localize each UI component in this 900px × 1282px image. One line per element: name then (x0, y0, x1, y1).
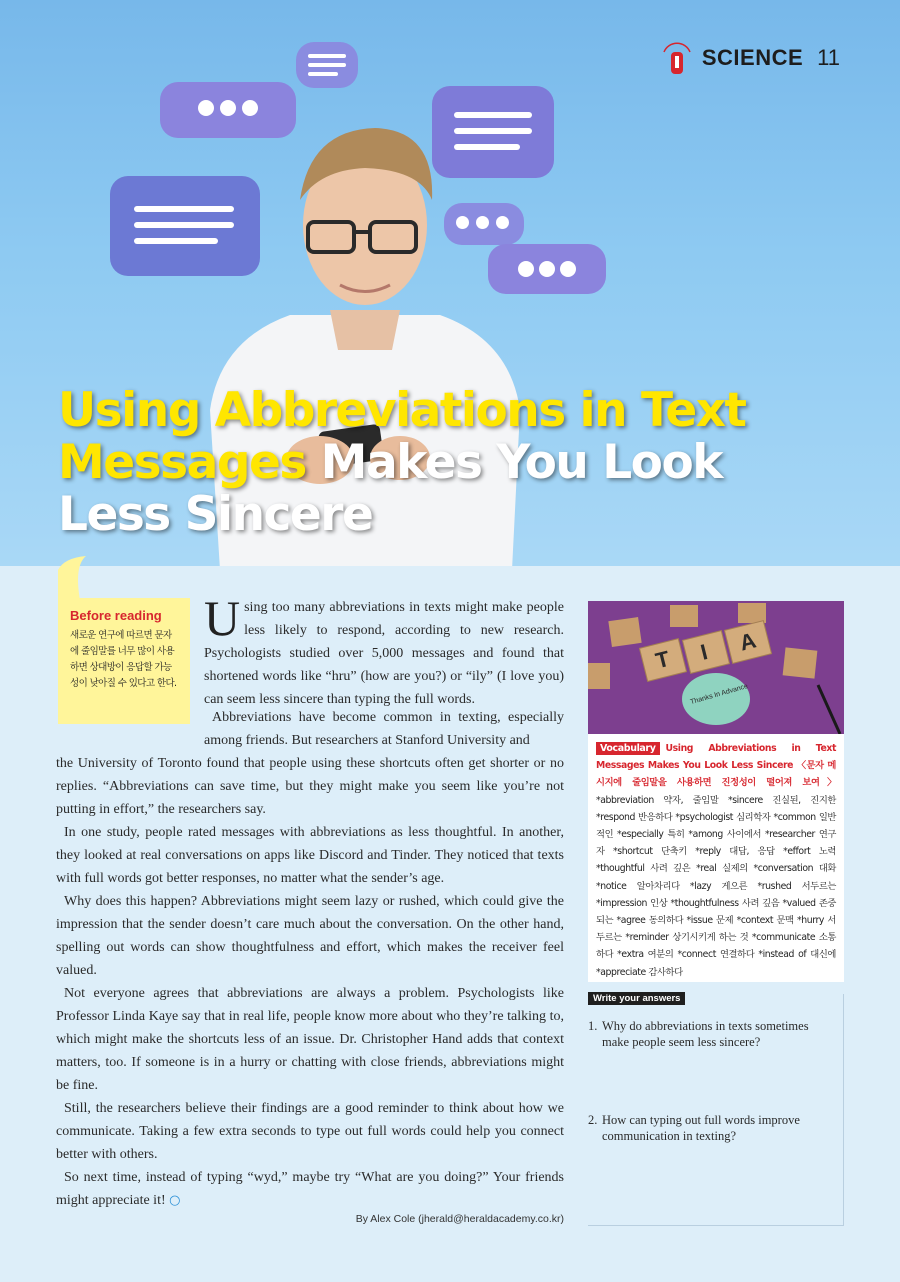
article-paragraph-4: Why does this happen? Abbreviations might seem lazy or rushed, which could give the impression that the sender doesn’t care much about the conversation. On the other hand, spelling out words can show thoughtfulness and effort, which makes the receiver feel valued. (56, 894, 564, 978)
tile-letter: A (737, 627, 759, 656)
title-line-3: Less Sincere (58, 487, 373, 542)
scrabble-tiles-photo (588, 601, 844, 734)
vocabulary-box (588, 734, 844, 982)
question-number: 2. (588, 1113, 598, 1127)
article-paragraph-1 (204, 590, 564, 711)
intermediate-hand-icon (660, 38, 694, 78)
tile-letter: T (653, 645, 673, 674)
article-paragraph-2a: Abbreviations have become common in texting, especially among friends. But researchers at Stanford University and (204, 710, 564, 748)
chat-bubble-lines-icon (296, 42, 358, 88)
hero-image (0, 0, 900, 566)
article-paragraph-2b: the University of Toronto found that people using these shortcuts often get shorter or no replies. “Abbreviations can save time, but they might make you seem like you’re not putting in effort,” the researchers say. (56, 756, 564, 817)
article-paragraph-3: In one study, people rated messages with abbreviations as less thoughtful. In another, they looked at real conversations on apps like Discord and Tinder. They noticed that texts with full words got better responses, no matter what the sender’s age. (56, 825, 564, 886)
speech-tail-icon (58, 556, 98, 600)
tile-letter: I (698, 639, 710, 665)
paragraph-text: sing too many abbreviations in texts might make people less likely to respond, according to new research. Psychologists studied over 5,000 messages and found that shortened words like “hru” (how are you?) or “ily” (I love you) can seem less sincere than typing the full words. (204, 600, 564, 707)
title-line-1: Using Abbreviations in Text (58, 383, 746, 438)
section-label: SCIENCE (701, 45, 804, 70)
answers-tag: Write your answers (588, 992, 685, 1005)
before-reading-text: 새로운 연구에 따르면 문자에 줄임말를 너무 많이 사용하면 상대방이 응답할 가능성이 낮아질 수 있다고 한다. (70, 630, 177, 689)
title-line-2-yellow: Messages (58, 435, 306, 490)
photo-illustration (588, 601, 844, 734)
vocabulary-entries: *abbreviation 약자, 줄임말 *sincere 진실된, 진지한 *respond 반응하다 *psychologist 심리학자 *common 일반적인 *especially 특히 *among 사이에서 *researcher 연구자 *shortcut 단축키 *reply 대답, 응답 *effort 노력 *thoughtful 사려 깊은 *real 실제의 *conversation 대화 *notice 알아차리다 *lazy 게으른 *rushed 서두르는 *impression 인상 *thoughtfulness 사려 깊음 *valued 존중되는 *agree 동의하다 *issue 문제 *context 문맥 *hurry 서두르는 *reminder 상기시키게 하는 것 *communicate 소통하다 *extra 여분의 *connect 연결하다 *instead of 대신에 *appreciate 감사하다 (596, 794, 836, 978)
vocabulary-text (596, 740, 836, 981)
page-number: 11 (817, 45, 840, 70)
section-badge (660, 38, 840, 78)
vocabulary-tag: Vocabulary (596, 742, 660, 755)
title-line-2-white: Makes You Look (305, 435, 722, 490)
question-text: Why do abbreviations in texts sometimes make people seem less sincere? (602, 1019, 809, 1049)
before-reading-box (58, 598, 190, 724)
paragraph-text: So next time, instead of typing “wyd,” maybe try “What are you doing?” Your friends might appreciate it! (56, 1170, 564, 1208)
before-reading-label: Before reading (70, 608, 162, 623)
answers-box (588, 994, 844, 1226)
byline: By Alex Cole (jherald@heraldacademy.co.kr) (355, 1213, 564, 1225)
question-number: 1. (588, 1019, 598, 1033)
question-2 (588, 1112, 838, 1144)
page-title (58, 385, 778, 541)
article-paragraph-6: Still, the researchers believe their findings are a good reminder to think about how we communicate. Taking a few extra seconds to type out full words could help you connect better with others. (56, 1101, 564, 1162)
article-paragraph-5: Not everyone agrees that abbreviations are always a problem. Psychologists like Professor Linda Kaye say that in real life, people know more about who they’re talking to, which might make the shortcuts less of an issue. Dr. Christopher Hand adds that context matters, too. If someone is in a hurry or chatting with close friends, abbreviations might be fine. (56, 986, 564, 1093)
question-1 (588, 1018, 838, 1050)
question-text: How can typing out full words improve communication in texting? (602, 1113, 800, 1143)
headphones-icon: ○ (169, 1193, 181, 1208)
vocabulary-headline: Using Abbreviations in Text Messages Makes You Look Less Sincere 〈문자 메시지에 줄임말을 사용하면 진정성이 떨어져 보여〉 (596, 743, 836, 789)
article-paragraph-7 (56, 1166, 564, 1212)
sign-text: Thanks In Advance (689, 682, 749, 707)
drop-cap: U (204, 590, 241, 646)
